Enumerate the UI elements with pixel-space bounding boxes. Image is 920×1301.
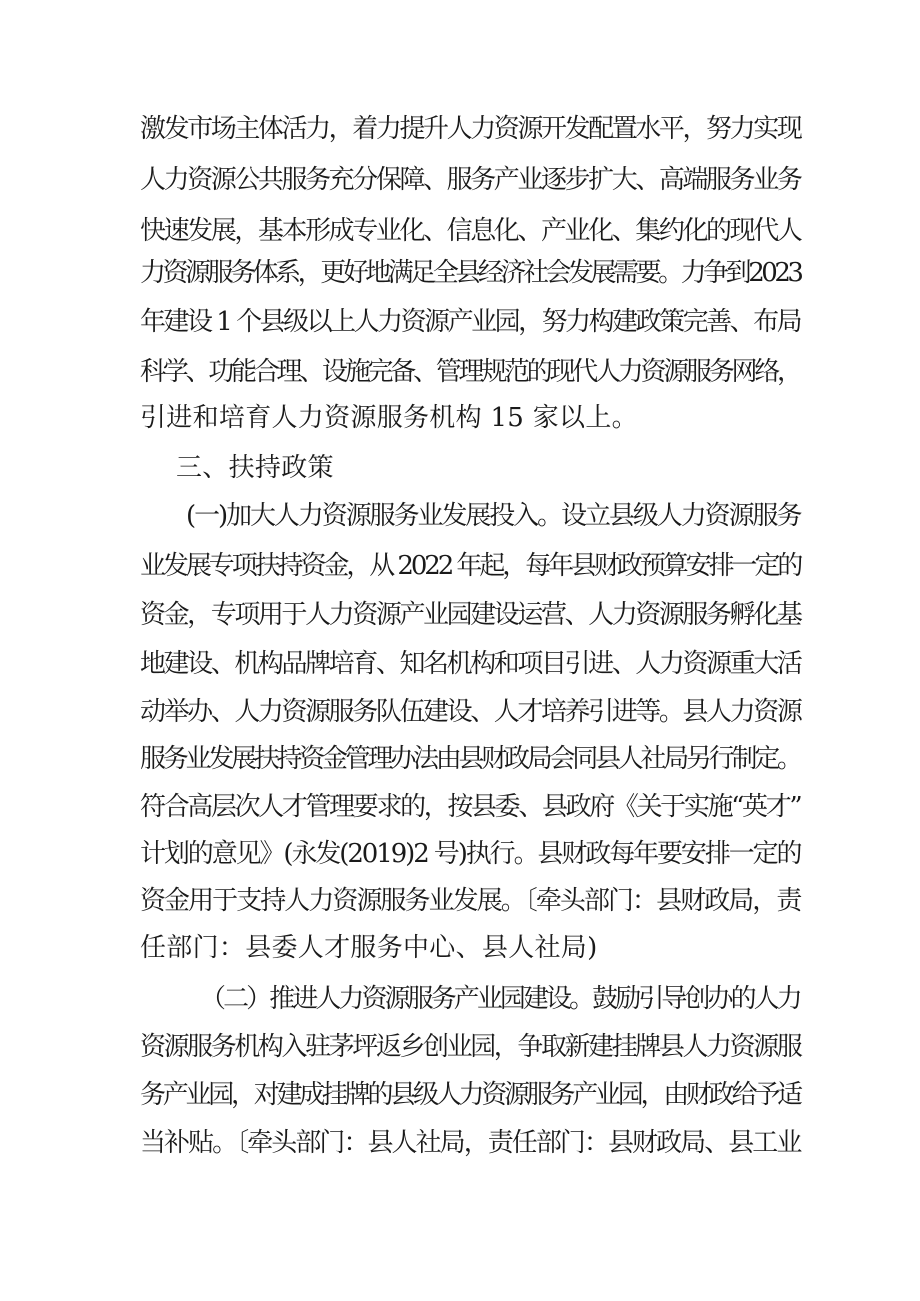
body-text-line: 力资源服务体系，更好地满足全县经济社会发展需要。力争到2023 xyxy=(140,258,801,288)
paragraph-start-line: （二）推进人力资源服务产业园建设。鼓励引导创办的人力 xyxy=(200,984,800,1014)
body-text-line: 任部门：县委人才服务中心、县人社局) xyxy=(140,933,598,963)
body-text-line: 符合高层次人才管理要求的，按县委、县政府《关于实施“英才” xyxy=(140,792,801,822)
body-text-line: 资源服务机构入驻茅坪返乡创业园，争取新建挂牌县人力资源服 xyxy=(140,1032,801,1062)
body-text-line: 计划的意见》(永发(2019)2 号)执行。县财政每年要安排一定的 xyxy=(140,839,801,869)
body-text-line: 年建设 1 个县级以上人力资源产业园，努力构建政策完善、布局 xyxy=(140,307,801,337)
body-text-line: 人力资源公共服务充分保障、服务产业逐步扩大、高端服务业务 xyxy=(140,165,801,195)
body-text-line: 资金，专项用于人力资源产业园建设运营、人力资源服务孵化基 xyxy=(140,600,801,630)
body-text-line: 服务业发展扶持资金管理办法由县财政局会同县人社局另行制定。 xyxy=(140,744,800,774)
body-text-line: 动举办、人力资源服务队伍建设、人才培养引进等。县人力资源 xyxy=(140,697,801,727)
body-text-line: 科学、功能合理、设施完备、管理规范的现代人力资源服务网络， xyxy=(140,357,800,387)
paragraph-start-line: (一)加大人力资源服务业发展投入。设立县级人力资源服务 xyxy=(186,501,801,531)
body-text-line: 当补贴。〔牵头部门：县人社局，责任部门：县财政局、县工业 xyxy=(140,1128,801,1158)
body-text-line: 快速发展，基本形成专业化、信息化、产业化、集约化的现代人 xyxy=(140,216,801,246)
body-text-line: 务产业园，对建成挂牌的县级人力资源服务产业园，由财政给予适 xyxy=(140,1080,800,1110)
body-text-line: 激发市场主体活力，着力提升人力资源开发配置水平，努力实现 xyxy=(140,114,801,144)
body-text-line: 引进和培育人力资源服务机构 15 家以上。 xyxy=(140,403,638,433)
section-heading: 三、扶持政策 xyxy=(176,453,334,483)
body-text-line: 资金用于支持人力资源服务业发展。〔牵头部门：县财政局，责 xyxy=(140,886,801,916)
body-text-line: 业发展专项扶持资金，从 2022 年起，每年县财政预算安排一定的 xyxy=(140,551,801,581)
body-text-line: 地建设、机构品牌培育、知名机构和项目引进、人力资源重大活 xyxy=(140,649,801,679)
